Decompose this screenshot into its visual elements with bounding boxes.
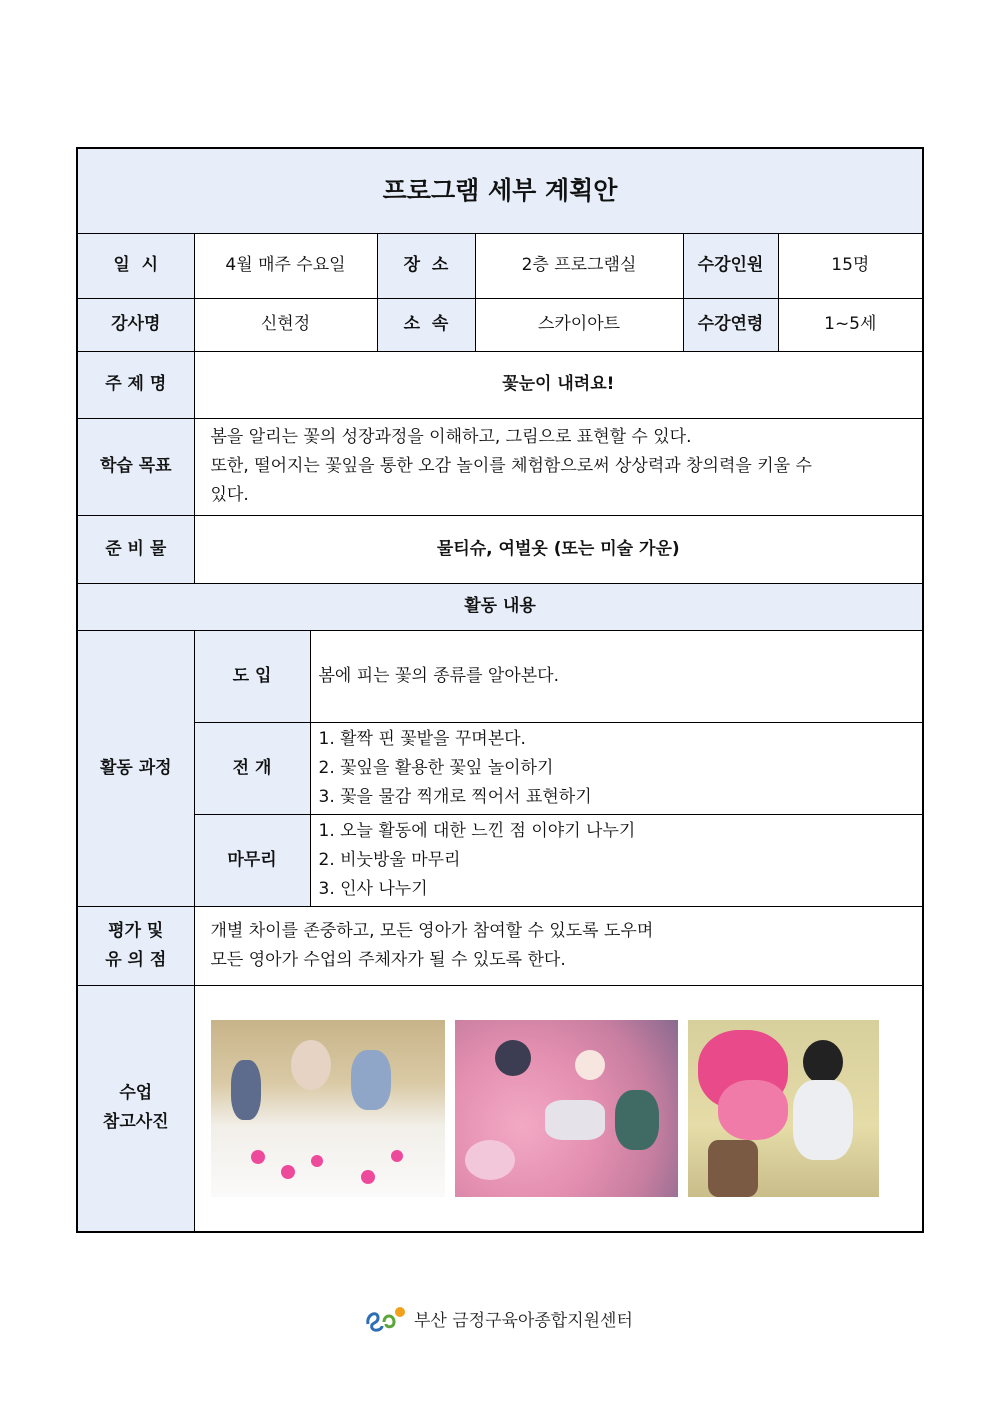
goal-line: 또한, 떨어지는 꽃잎을 통한 오감 놀이를 체험함으로써 상상력과 창의력을 키울 수: [210, 456, 812, 476]
instructor-value: 신현정: [194, 298, 377, 351]
develop-label: 전 개: [194, 722, 310, 814]
program-plan-table: [76, 147, 924, 1233]
capacity-value: 15명: [778, 233, 923, 298]
page-title: 프로그램 세부 계획안: [77, 148, 923, 233]
goal-line: 봄을 알리는 꽃의 성장과정을 이해하고, 그림으로 표현할 수 있다.: [210, 427, 692, 447]
center-logo-icon: [364, 1302, 408, 1334]
evaluation-label-line: 유 의 점: [105, 949, 167, 970]
photo-gallery: [195, 1020, 923, 1197]
place-label: 장 소: [377, 233, 475, 298]
develop-list: [310, 722, 923, 814]
activity-header: 활동 내용: [77, 583, 923, 630]
photos-label: [77, 985, 194, 1232]
list-item: 2. 꽃잎을 활용한 꽃잎 놀이하기: [318, 757, 554, 778]
evaluation-line: 개별 차이를 존중하고, 모든 영아가 참여할 수 있도록 도우며: [210, 920, 654, 941]
photo-painting-activity: [211, 1020, 445, 1197]
org-label: 소 속: [377, 298, 475, 351]
list-item: 1. 오늘 활동에 대한 느낀 점 이야기 나누기: [318, 820, 636, 841]
place-value: 2층 프로그램실: [475, 233, 683, 298]
evaluation-line: 모든 영아가 수업의 주체자가 될 수 있도록 한다.: [210, 949, 566, 970]
age-label: 수강연령: [683, 298, 778, 351]
list-item: 3. 꽃을 물감 찍개로 찍어서 표현하기: [318, 786, 592, 807]
photo-flower-branch: [688, 1020, 879, 1197]
capacity-label: 수강인원: [683, 233, 778, 298]
topic-value: 꽃눈이 내려요!: [194, 351, 923, 418]
intro-text: 봄에 피는 꽃의 종류를 알아본다.: [310, 630, 923, 722]
photo-petal-play: [455, 1020, 678, 1197]
topic-label: 주 제 명: [77, 351, 194, 418]
list-item: 3. 인사 나누기: [318, 878, 428, 899]
photos-label-line: 참고사진: [102, 1112, 169, 1133]
photos-cell: [194, 985, 923, 1232]
age-value: 1~5세: [778, 298, 923, 351]
materials-label: 준 비 물: [77, 515, 194, 583]
org-value: 스카이아트: [475, 298, 683, 351]
list-item: 1. 활짝 핀 꽃밭을 꾸며본다.: [318, 728, 526, 749]
photos-label-line: 수업: [119, 1083, 153, 1104]
goal-label: 학습 목표: [77, 418, 194, 515]
materials-value: 물티슈, 여벌옷 (또는 미술 가운): [194, 515, 923, 583]
instructor-label: 강사명: [77, 298, 194, 351]
closing-label: 마무리: [194, 814, 310, 906]
closing-list: [310, 814, 923, 906]
footer: [364, 1302, 633, 1334]
goal-line: 있다.: [210, 485, 249, 505]
process-label: 활동 과정: [77, 630, 194, 906]
evaluation-label: [77, 906, 194, 985]
evaluation-text: [194, 906, 923, 985]
evaluation-label-line: 평가 및: [108, 920, 164, 941]
list-item: 2. 비눗방울 마무리: [318, 849, 461, 870]
footer-org-name: 부산 금정구육아종합지원센터: [414, 1310, 633, 1331]
date-value: 4월 매주 수요일: [194, 233, 377, 298]
intro-label: 도 입: [194, 630, 310, 722]
goal-text: [194, 418, 923, 515]
date-label: 일 시: [77, 233, 194, 298]
